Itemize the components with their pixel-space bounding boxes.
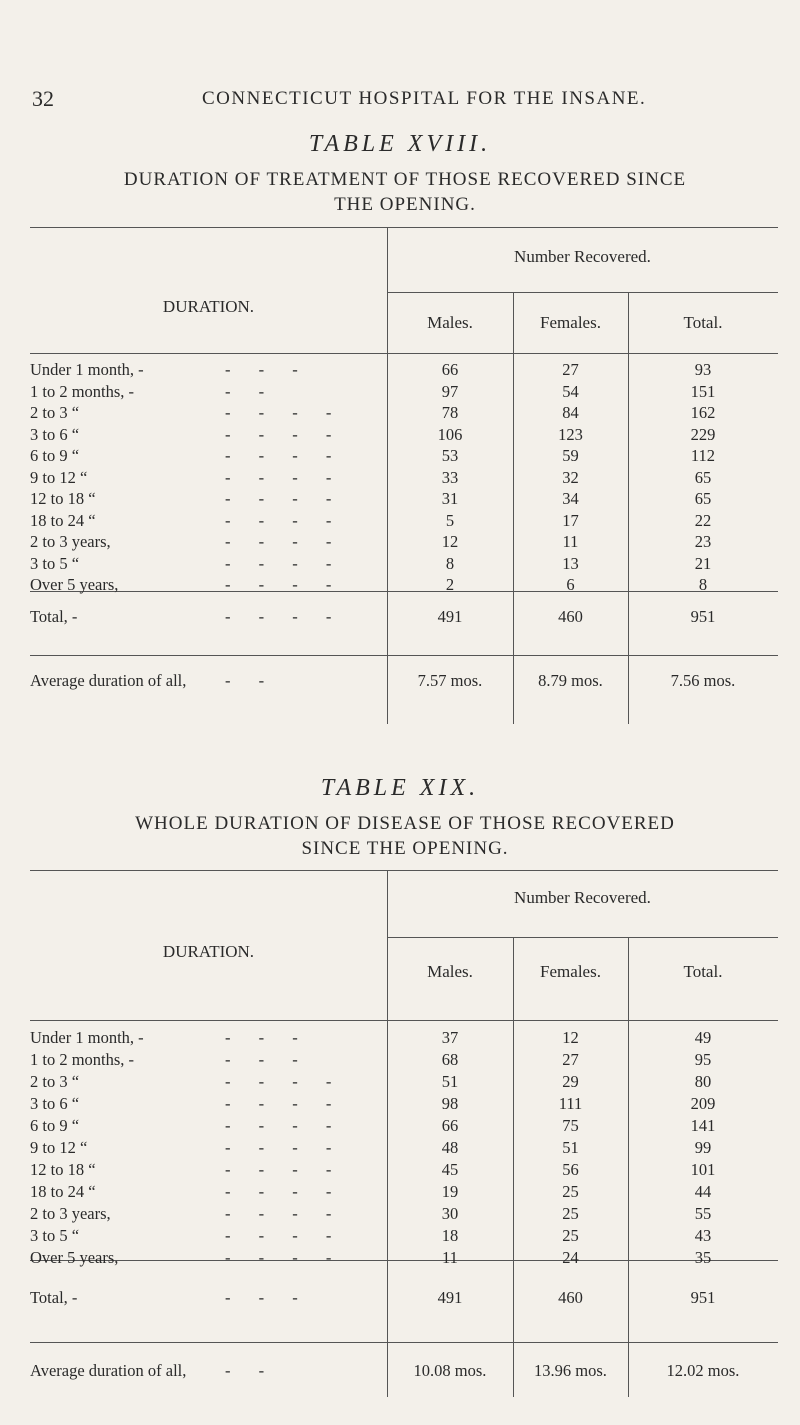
table-row-label: 6 to 9 “ [30,1116,80,1135]
table-row-total: 95 [694,1050,712,1069]
group-rule [387,937,778,938]
table-row-females: 27 [562,360,579,379]
average-row-males: 10.08 mos. [413,1361,487,1380]
table-19 [30,870,778,1425]
table-row-label: 3 to 5 “ [30,554,80,573]
header-rule [30,353,778,354]
table-row-total: 23 [694,532,712,551]
table-row-label: Over 5 years, [30,575,119,594]
table-row-label: Under 1 month, - [30,360,144,379]
table-row-label: Under 1 month, - [30,1028,144,1047]
table-row-females: 17 [562,511,579,530]
males-header: Males. [427,962,473,981]
table-row-females: 51 [562,1138,579,1157]
table-row-females: 56 [562,1160,579,1179]
table-row-label: 2 to 3 years, [30,1204,111,1223]
table-18-subtitle-2: THE OPENING. [334,194,476,215]
table-row-label: 12 to 18 “ [30,1160,96,1179]
table-row-males: 78 [441,403,459,422]
table-row-leader: - - - - [225,575,344,594]
table-row-males: 66 [441,360,459,379]
table-row-leader: - - - - [225,425,344,444]
table-row-leader: - - - - [225,446,344,465]
average-row-females: 13.96 mos. [534,1361,607,1380]
average-rule [30,655,778,656]
total-row-total: 951 [690,1288,716,1307]
table-row-total: 22 [694,511,712,530]
table-row-males: 66 [441,1116,459,1135]
table-row-total: 93 [694,360,712,379]
table-row-total: 55 [694,1204,712,1223]
table-row-males: 31 [441,489,459,508]
table-row-leader: - - - - [225,489,344,508]
table-row-males: 19 [441,1182,459,1201]
table-row-label: 2 to 3 “ [30,403,80,422]
table-row-total: 151 [690,382,716,401]
table-row-leader: - - - - [225,1248,344,1267]
duration-header: DURATION. [162,297,255,316]
table-row-males: 8 [445,554,455,573]
number-recovered-header: Number Recovered. [514,247,651,266]
average-row-label: Average duration of all, [30,1361,187,1380]
header-rule [30,1020,778,1021]
table-row-females: 25 [562,1182,579,1201]
total-row-males: 491 [437,607,463,626]
table-row-males: 97 [441,382,459,401]
total-row-males: 491 [437,1288,463,1307]
total-row-females: 460 [558,607,583,626]
table-row-males: 48 [441,1138,459,1157]
table-row-females: 111 [558,1094,583,1113]
table-row-label: 18 to 24 “ [30,1182,96,1201]
table-row-leader: - - [225,382,277,401]
table-row-males: 106 [437,425,463,444]
table-row-total: 43 [694,1226,712,1245]
table-row-males: 37 [441,1028,459,1047]
average-row-total: 12.02 mos. [666,1361,740,1380]
table-row-label: 1 to 2 months, - [30,1050,135,1069]
table-row-leader: - - - [225,1028,310,1047]
table-row-males: 68 [441,1050,459,1069]
table-row-label: 6 to 9 “ [30,446,80,465]
average-row-leader: - - [225,1361,277,1380]
table-row-leader: - - - - [225,1072,344,1091]
table-row-total: 21 [694,554,712,573]
table-18 [30,227,778,767]
table-row-leader: - - - - [225,403,344,422]
females-header: Females. [540,313,601,332]
total-header: Total. [683,313,723,332]
average-rule [30,1342,778,1343]
table-row-total: 162 [690,403,716,422]
running-head: CONNECTICUT HOSPITAL FOR THE INSANE. [202,88,647,109]
table-row-females: 11 [562,532,579,551]
table-row-leader: - - - - [225,1160,344,1179]
total-header: Total. [683,962,723,981]
table-row-females: 6 [566,575,575,594]
group-rule [387,292,778,293]
table-row-females: 27 [562,1050,579,1069]
females-header: Females. [540,962,601,981]
table-row-males: 98 [441,1094,459,1113]
table-19-subtitle-1: WHOLE DURATION OF DISEASE OF THOSE RECOVERED [135,813,675,834]
table-row-total: 65 [694,468,712,487]
table-row-total: 8 [698,575,708,594]
total-row-total: 951 [690,607,716,626]
table-18-subtitle-1: DURATION OF TREATMENT OF THOSE RECOVERED SINCE [123,169,687,190]
table-row-label: 12 to 18 “ [30,489,96,508]
table-row-leader: - - - - [225,511,344,530]
table-row-label: 2 to 3 years, [30,532,111,551]
total-row-leader: - - - - [225,607,344,626]
table-row-leader: - - - - [225,1204,344,1223]
table-row-females: 75 [562,1116,579,1135]
total-row-label: Total, - [30,1288,78,1307]
table-row-label: Over 5 years, [30,1248,119,1267]
table-row-label: 1 to 2 months, - [30,382,135,401]
table-row-females: 59 [562,446,579,465]
table-row-leader: - - - [225,1050,310,1069]
table-row-total: 80 [694,1072,712,1091]
average-row-total: 7.56 mos. [670,671,736,690]
table-row-leader: - - - - [225,1182,344,1201]
table-row-males: 11 [442,1248,458,1267]
table-row-label: 2 to 3 “ [30,1072,80,1091]
duration-header: DURATION. [162,942,255,961]
table-row-females: 84 [562,403,579,422]
table-row-total: 141 [690,1116,716,1135]
table-row-males: 5 [445,511,455,530]
table-row-males: 12 [441,532,459,551]
table-row-total: 229 [690,425,716,444]
total-row-females: 460 [558,1288,583,1307]
table-row-males: 33 [441,468,459,487]
table-row-label: 3 to 6 “ [30,1094,80,1113]
table-row-females: 32 [562,468,579,487]
males-header: Males. [427,313,473,332]
table-row-leader: - - - - [225,1226,344,1245]
table-row-leader: - - - [225,360,310,379]
total-row-label: Total, - [30,607,78,626]
table-row-males: 53 [441,446,459,465]
average-row-leader: - - [225,671,277,690]
table-row-leader: - - - - [225,1138,344,1157]
table-row-females: 54 [562,382,579,401]
table-row-label: 3 to 5 “ [30,1226,80,1245]
table-row-females: 13 [562,554,579,573]
table-18-title: TABLE XVIII. [308,131,492,157]
table-row-label: 3 to 6 “ [30,425,80,444]
table-row-females: 24 [562,1248,579,1267]
table-row-females: 29 [562,1072,579,1091]
table-row-total: 101 [690,1160,716,1179]
table-row-total: 65 [694,489,712,508]
page-header [32,86,772,116]
table-row-females: 123 [558,425,583,444]
average-row-females: 8.79 mos. [538,671,603,690]
top-rule [30,227,778,228]
table-row-females: 12 [562,1028,579,1047]
table-row-label: 18 to 24 “ [30,511,96,530]
table-row-males: 51 [441,1072,459,1091]
table-row-males: 18 [441,1226,459,1245]
table-row-total: 49 [694,1028,712,1047]
table-row-total: 44 [694,1182,712,1201]
top-rule [30,870,778,871]
table-row-leader: - - - - [225,468,344,487]
table-row-total: 99 [694,1138,712,1157]
table-row-females: 25 [562,1226,579,1245]
table-row-females: 25 [562,1204,579,1223]
table-row-label: 9 to 12 “ [30,468,88,487]
table-row-males: 2 [445,575,455,594]
table-row-males: 45 [441,1160,459,1179]
table-row-leader: - - - - [225,532,344,551]
table-19-title: TABLE XIX. [320,775,480,801]
number-recovered-header: Number Recovered. [514,888,651,907]
table-row-total: 112 [690,446,716,465]
table-row-total: 209 [690,1094,716,1113]
average-row-males: 7.57 mos. [417,671,483,690]
total-row-leader: - - - [225,1288,310,1307]
table-row-females: 34 [562,489,579,508]
table-row-males: 30 [441,1204,459,1223]
table-row-leader: - - - - [225,1094,344,1113]
table-row-label: 9 to 12 “ [30,1138,88,1157]
page-number: 32 [32,86,54,111]
table-row-leader: - - - - [225,554,344,573]
table-row-total: 35 [694,1248,712,1267]
table-row-leader: - - - - [225,1116,344,1135]
table-19-subtitle-2: SINCE THE OPENING. [301,838,509,859]
average-row-label: Average duration of all, [30,671,187,690]
